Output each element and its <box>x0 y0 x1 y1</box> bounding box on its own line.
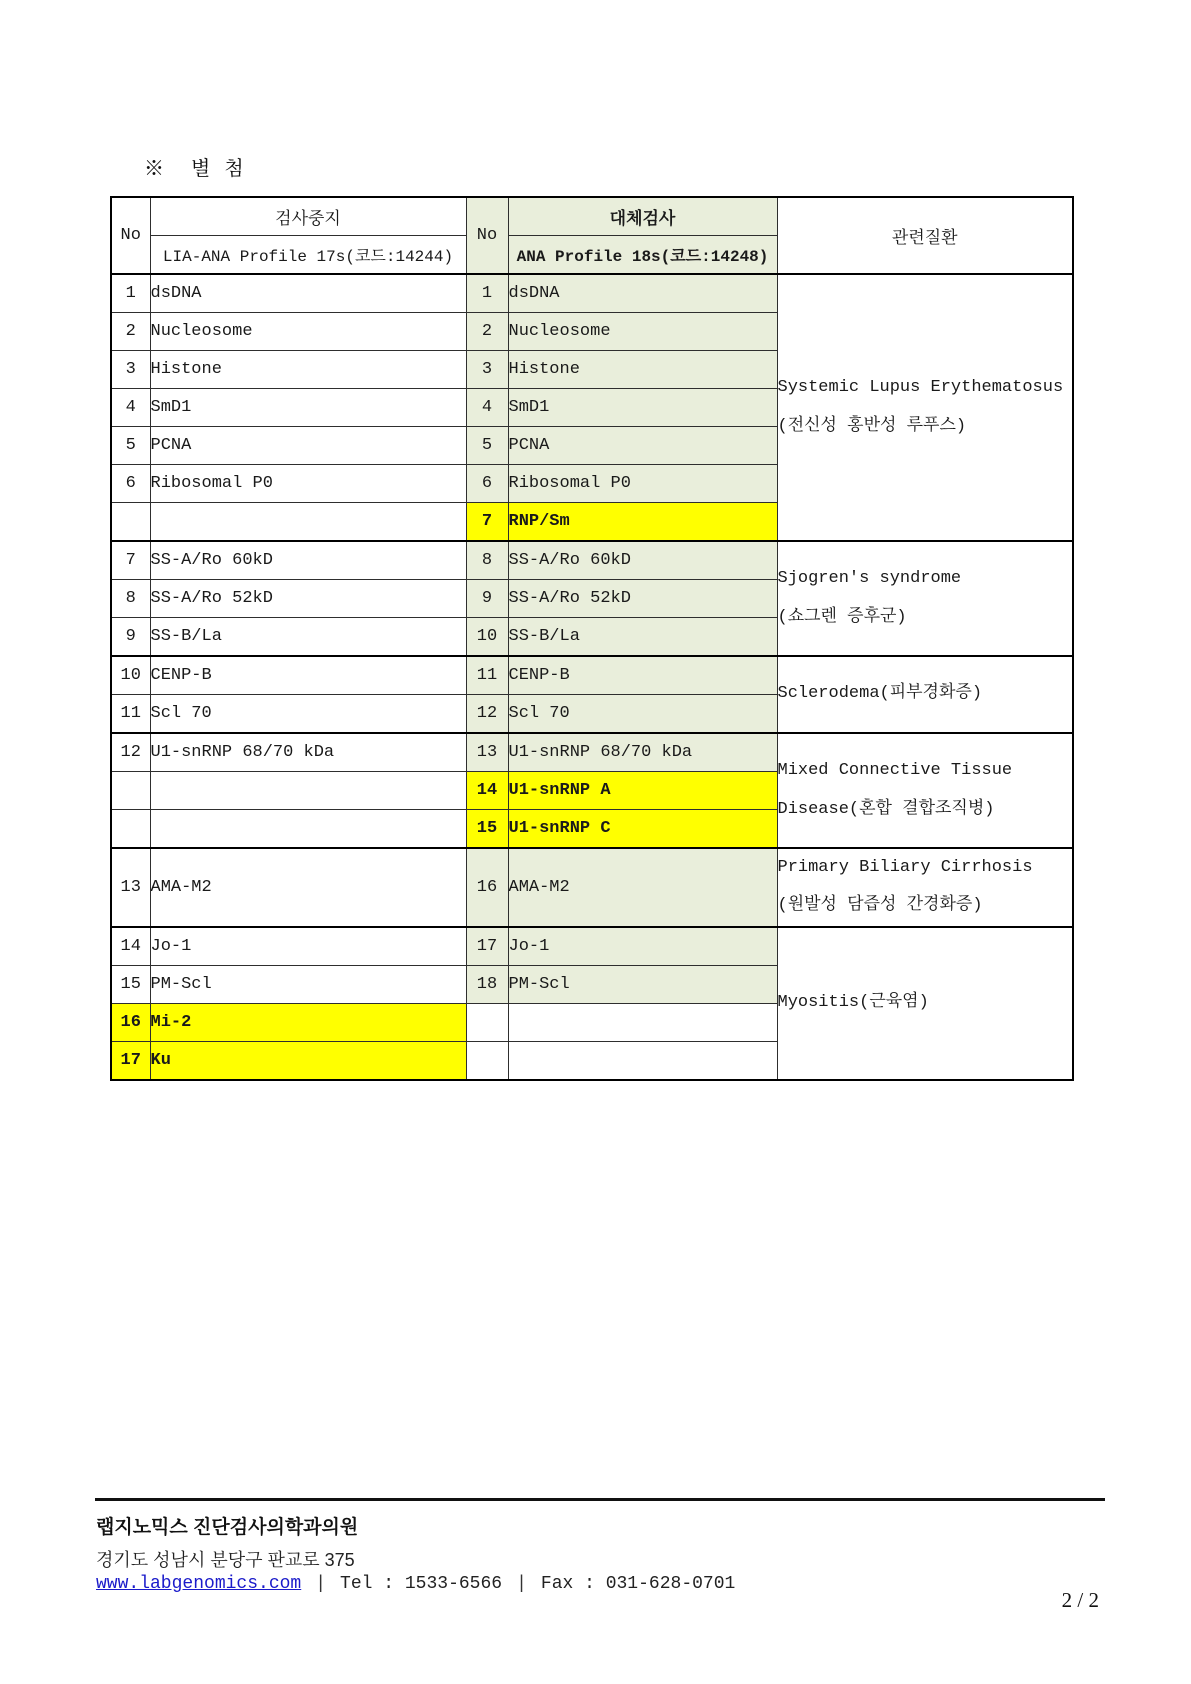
row-no-cell <box>466 1003 508 1041</box>
test-name-cell: PCNA <box>150 427 466 465</box>
test-name-cell: Jo-1 <box>508 927 777 966</box>
test-name-cell: CENP-B <box>508 656 777 695</box>
test-name-cell: AMA-M2 <box>508 848 777 927</box>
row-no-cell: 2 <box>466 313 508 351</box>
disease-line: Mixed Connective Tissue <box>777 761 1013 781</box>
disease-line: (원발성 담즙성 간경화증) <box>777 896 983 916</box>
table-row <box>111 927 1073 966</box>
clinic-address: 경기도 성남시 분당구 판교로 375 <box>96 1550 355 1570</box>
row-no-cell: 18 <box>466 965 508 1003</box>
row-no-cell: 14 <box>111 927 150 966</box>
attachment-label: ※ 별 첨 <box>144 159 245 182</box>
test-name-cell: Scl 70 <box>508 695 777 734</box>
contact-separator: | <box>516 1574 527 1594</box>
row-no-cell: 12 <box>111 733 150 772</box>
discontinued-header: 검사중지 <box>150 197 466 236</box>
row-no-cell: 17 <box>466 927 508 966</box>
page-number: 2 / 2 <box>1061 1588 1099 1612</box>
replacement-header: 대체검사 <box>508 197 777 236</box>
test-name-cell: SS-A/Ro 52kD <box>150 580 466 618</box>
row-no-cell: 5 <box>111 427 150 465</box>
fax-text: Fax : 031-628-0701 <box>540 1574 736 1594</box>
test-name-cell: SS-B/La <box>508 618 777 657</box>
test-comparison-table <box>110 196 1074 1081</box>
contact-separator: | <box>315 1574 327 1594</box>
row-no-cell: 7 <box>111 541 150 580</box>
row-no-cell: 9 <box>111 618 150 657</box>
test-name-cell <box>150 503 466 542</box>
test-name-cell <box>150 772 466 810</box>
test-name-cell <box>150 810 466 849</box>
row-no-cell: 4 <box>466 389 508 427</box>
row-no-cell: 11 <box>111 695 150 734</box>
row-no-cell: 16 <box>466 848 508 927</box>
row-no-cell: 2 <box>111 313 150 351</box>
disease-line: Systemic Lupus Erythematosus <box>777 378 1064 398</box>
test-name-cell: U1-snRNP C <box>508 810 777 849</box>
test-name-cell: SS-A/Ro 52kD <box>508 580 777 618</box>
row-no-cell: 16 <box>111 1003 150 1041</box>
disease-line: Myositis(근육염) <box>777 992 929 1012</box>
disease-cell <box>777 733 1073 848</box>
row-no-cell: 8 <box>466 541 508 580</box>
disease-line: (쇼그렌 증후군) <box>777 607 907 627</box>
test-name-cell: PCNA <box>508 427 777 465</box>
disease-cell <box>777 927 1073 1080</box>
test-name-cell: CENP-B <box>150 656 466 695</box>
table-row <box>111 541 1073 580</box>
disease-line: (전신성 홍반성 루푸스) <box>777 416 967 436</box>
test-name-cell: Histone <box>508 351 777 389</box>
test-name-cell: PM-Scl <box>150 965 466 1003</box>
row-no-cell: 10 <box>111 656 150 695</box>
website-link[interactable]: www.labgenomics.com <box>96 1574 302 1594</box>
test-name-cell: dsDNA <box>508 274 777 313</box>
test-name-cell: Scl 70 <box>150 695 466 734</box>
test-name-cell: Jo-1 <box>150 927 466 966</box>
related-disease-header: 관련질환 <box>777 197 1073 274</box>
test-name-cell: SmD1 <box>150 389 466 427</box>
test-name-cell: Nucleosome <box>508 313 777 351</box>
test-name-cell: Nucleosome <box>150 313 466 351</box>
clinic-name: 랩지노믹스 진단검사의학과의원 <box>96 1517 359 1538</box>
table-header-row <box>111 197 1073 236</box>
row-no-cell: 10 <box>466 618 508 657</box>
test-name-cell: RNP/Sm <box>508 503 777 542</box>
disease-cell <box>777 656 1073 733</box>
row-no-cell: 15 <box>111 965 150 1003</box>
table-row <box>111 733 1073 772</box>
test-name-cell: SS-A/Ro 60kD <box>150 541 466 580</box>
test-name-cell: dsDNA <box>150 274 466 313</box>
row-no-cell: 9 <box>466 580 508 618</box>
test-name-cell: U1-snRNP 68/70 kDa <box>508 733 777 772</box>
disease-cell <box>777 848 1073 927</box>
test-name-cell: Ribosomal P0 <box>150 465 466 503</box>
row-no-cell: 13 <box>111 848 150 927</box>
disease-line: Sjogren's syndrome <box>777 569 962 589</box>
row-no-cell: 12 <box>466 695 508 734</box>
test-name-cell <box>508 1003 777 1041</box>
discontinued-profile-header: LIA-ANA Profile 17s(코드:14244) <box>150 236 466 275</box>
test-name-cell: Ribosomal P0 <box>508 465 777 503</box>
row-no-cell: 5 <box>466 427 508 465</box>
row-no-cell: 17 <box>111 1041 150 1080</box>
row-no-cell: 13 <box>466 733 508 772</box>
disease-cell <box>777 541 1073 656</box>
replacement-profile-header: ANA Profile 18s(코드:14248) <box>508 236 777 275</box>
row-no-cell <box>111 810 150 849</box>
test-name-cell: U1-snRNP 68/70 kDa <box>150 733 466 772</box>
row-no-cell: 3 <box>466 351 508 389</box>
no-column-header-right: No <box>466 197 508 274</box>
row-no-cell: 15 <box>466 810 508 849</box>
footer-divider <box>95 1498 1105 1501</box>
row-no-cell: 4 <box>111 389 150 427</box>
disease-line: Primary Biliary Cirrhosis <box>777 858 1033 877</box>
tel-text: Tel : 1533-6566 <box>340 1574 503 1594</box>
test-name-cell: AMA-M2 <box>150 848 466 927</box>
table-row <box>111 848 1073 927</box>
row-no-cell <box>111 503 150 542</box>
test-name-cell <box>508 1041 777 1080</box>
test-name-cell: SS-B/La <box>150 618 466 657</box>
test-name-cell: U1-snRNP A <box>508 772 777 810</box>
test-name-cell: Histone <box>150 351 466 389</box>
row-no-cell: 6 <box>466 465 508 503</box>
contact-line <box>96 1574 735 1594</box>
row-no-cell: 1 <box>466 274 508 313</box>
disease-line: Disease(혼합 결합조직병) <box>777 799 995 819</box>
table-row <box>111 656 1073 695</box>
test-name-cell: SmD1 <box>508 389 777 427</box>
no-column-header-left: No <box>111 197 150 274</box>
test-name-cell: PM-Scl <box>508 965 777 1003</box>
table-row <box>111 274 1073 313</box>
row-no-cell: 11 <box>466 656 508 695</box>
row-no-cell <box>466 1041 508 1080</box>
test-name-cell: Ku <box>150 1041 466 1080</box>
test-name-cell: SS-A/Ro 60kD <box>508 541 777 580</box>
row-no-cell: 1 <box>111 274 150 313</box>
row-no-cell: 8 <box>111 580 150 618</box>
row-no-cell: 14 <box>466 772 508 810</box>
row-no-cell: 6 <box>111 465 150 503</box>
test-name-cell: Mi-2 <box>150 1003 466 1041</box>
disease-cell <box>777 274 1073 541</box>
disease-line: Sclerodema(피부경화증) <box>777 684 983 704</box>
row-no-cell <box>111 772 150 810</box>
row-no-cell: 7 <box>466 503 508 542</box>
row-no-cell: 3 <box>111 351 150 389</box>
